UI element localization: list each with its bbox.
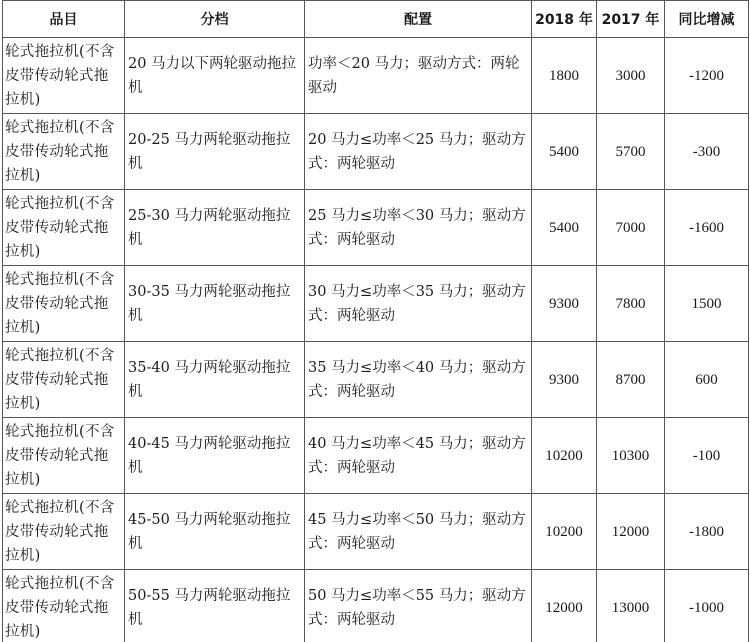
cell-2018: 10200: [532, 418, 597, 494]
cell-category: 轮式拖拉机(不含皮带传动轮式拖拉机): [3, 494, 125, 570]
cell-category: 轮式拖拉机(不含皮带传动轮式拖拉机): [3, 266, 125, 342]
header-2017: 2017 年: [597, 1, 665, 38]
cell-category: 轮式拖拉机(不含皮带传动轮式拖拉机): [3, 190, 125, 266]
cell-2017: 3000: [597, 38, 665, 114]
cell-tier: 35-40 马力两轮驱动拖拉机: [125, 342, 305, 418]
header-category: 品目: [3, 1, 125, 38]
cell-tier: 40-45 马力两轮驱动拖拉机: [125, 418, 305, 494]
cell-change: -1000: [665, 570, 749, 642]
cell-config: 35 马力≤功率＜40 马力；驱动方式：两轮驱动: [305, 342, 532, 418]
cell-category: 轮式拖拉机(不含皮带传动轮式拖拉机): [3, 342, 125, 418]
header-tier: 分档: [125, 1, 305, 38]
cell-2018: 5400: [532, 190, 597, 266]
table-row: [3, 266, 749, 342]
cell-2017: 10300: [597, 418, 665, 494]
cell-tier: 25-30 马力两轮驱动拖拉机: [125, 190, 305, 266]
header-2018: 2018 年: [532, 1, 597, 38]
cell-config: 40 马力≤功率＜45 马力；驱动方式：两轮驱动: [305, 418, 532, 494]
cell-2017: 8700: [597, 342, 665, 418]
cell-2018: 1800: [532, 38, 597, 114]
cell-2018: 9300: [532, 266, 597, 342]
subsidy-table: [2, 0, 749, 642]
cell-change: -1800: [665, 494, 749, 570]
table-row: [3, 570, 749, 642]
cell-change: -1200: [665, 38, 749, 114]
cell-config: 50 马力≤功率＜55 马力；驱动方式：两轮驱动: [305, 570, 532, 642]
cell-change: 1500: [665, 266, 749, 342]
table-row: [3, 418, 749, 494]
cell-2018: 10200: [532, 494, 597, 570]
table-row: [3, 190, 749, 266]
header-config: 配置: [305, 1, 532, 38]
cell-category: 轮式拖拉机(不含皮带传动轮式拖拉机): [3, 570, 125, 642]
table-row: [3, 494, 749, 570]
cell-category: 轮式拖拉机(不含皮带传动轮式拖拉机): [3, 418, 125, 494]
cell-config: 45 马力≤功率＜50 马力；驱动方式：两轮驱动: [305, 494, 532, 570]
cell-change: 600: [665, 342, 749, 418]
cell-category: 轮式拖拉机(不含皮带传动轮式拖拉机): [3, 38, 125, 114]
cell-config: 25 马力≤功率＜30 马力；驱动方式：两轮驱动: [305, 190, 532, 266]
table-header-row: [3, 1, 749, 38]
cell-config: 功率＜20 马力；驱动方式：两轮驱动: [305, 38, 532, 114]
table-row: [3, 342, 749, 418]
cell-2017: 13000: [597, 570, 665, 642]
cell-2017: 7800: [597, 266, 665, 342]
cell-2018: 9300: [532, 342, 597, 418]
cell-config: 30 马力≤功率＜35 马力；驱动方式：两轮驱动: [305, 266, 532, 342]
cell-2018: 12000: [532, 570, 597, 642]
cell-change: -300: [665, 114, 749, 190]
cell-tier: 20-25 马力两轮驱动拖拉机: [125, 114, 305, 190]
cell-config: 20 马力≤功率＜25 马力；驱动方式：两轮驱动: [305, 114, 532, 190]
cell-change: -1600: [665, 190, 749, 266]
cell-2017: 7000: [597, 190, 665, 266]
cell-category: 轮式拖拉机(不含皮带传动轮式拖拉机): [3, 114, 125, 190]
cell-tier: 45-50 马力两轮驱动拖拉机: [125, 494, 305, 570]
cell-2018: 5400: [532, 114, 597, 190]
table-row: [3, 114, 749, 190]
table-row: [3, 38, 749, 114]
cell-2017: 12000: [597, 494, 665, 570]
cell-tier: 30-35 马力两轮驱动拖拉机: [125, 266, 305, 342]
cell-2017: 5700: [597, 114, 665, 190]
cell-tier: 20 马力以下两轮驱动拖拉机: [125, 38, 305, 114]
header-change: 同比增减: [665, 1, 749, 38]
cell-tier: 50-55 马力两轮驱动拖拉机: [125, 570, 305, 642]
cell-change: -100: [665, 418, 749, 494]
